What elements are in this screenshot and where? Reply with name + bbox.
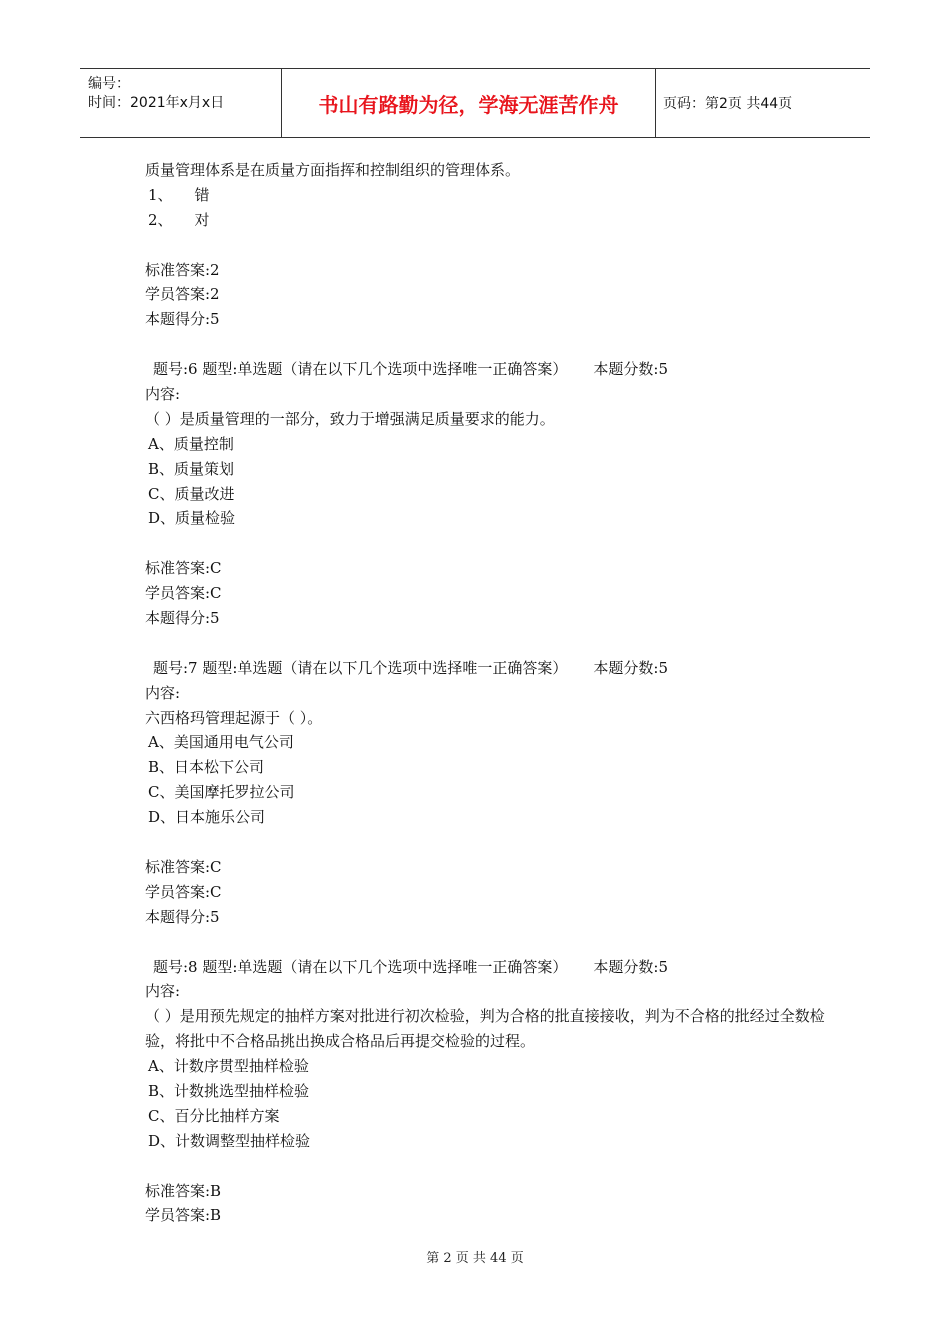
question-header	[145, 656, 825, 681]
header-motto: 书山有路勤为径，学海无涯苦作舟	[281, 69, 656, 137]
number-label: 编号：	[88, 76, 130, 92]
option-c: C、美国摩托罗拉公司	[148, 783, 295, 802]
question-6	[145, 357, 825, 656]
standard-answer: 标准答案:B	[145, 1181, 222, 1200]
option-text: 对	[194, 210, 210, 229]
option-b: B、质量策划	[148, 459, 235, 478]
option-number: 1、	[148, 185, 173, 204]
header-page-label: 页码：第2页 共44页	[663, 96, 793, 112]
option-number: 2、	[148, 210, 173, 229]
question-points: 本题分数:5	[593, 658, 669, 677]
question-type: 题号:8 题型:单选题（请在以下几个选项中选择唯一正确答案）	[153, 957, 568, 976]
option-1	[145, 183, 825, 208]
question-text: 六西格玛管理起源于（ ）。	[145, 708, 323, 727]
student-answer: 学员答案:2	[145, 285, 220, 304]
page-footer: 第 2 页 共 44 页	[426, 1251, 524, 1266]
option-d: D、质量检验	[148, 509, 236, 528]
question-score: 本题得分:5	[145, 907, 220, 926]
standard-answer: 标准答案:2	[145, 260, 220, 279]
option-a: A、质量控制	[148, 434, 234, 453]
question-7	[145, 656, 825, 955]
question-8	[145, 955, 825, 1229]
question-score: 本题得分:5	[145, 310, 220, 329]
content-label: 内容:	[145, 683, 181, 702]
question-type: 题号:6 题型:单选题（请在以下几个选项中选择唯一正确答案）	[153, 360, 568, 379]
option-c: C、百分比抽样方案	[148, 1106, 280, 1125]
question-header	[145, 955, 825, 980]
question-header	[145, 357, 825, 382]
option-d: D、计数调整型抽样检验	[148, 1131, 311, 1150]
question-score: 本题得分:5	[145, 609, 220, 628]
option-b: B、计数挑选型抽样检验	[148, 1081, 310, 1100]
option-c: C、质量改进	[148, 484, 235, 503]
option-2	[145, 208, 825, 233]
question-type: 题号:7 题型:单选题（请在以下几个选项中选择唯一正确答案）	[153, 658, 568, 677]
student-answer: 学员答案:C	[145, 882, 222, 901]
option-text: 错	[194, 185, 210, 204]
standard-answer: 标准答案:C	[145, 857, 222, 876]
question-text: （ ）是用预先规定的抽样方案对批进行初次检验，判为合格的批直接接收，判为不合格的批经过全数检验，将批中不合格品挑出换成合格品后再提交检验的过程。	[145, 1007, 825, 1051]
standard-answer: 标准答案:C	[145, 559, 222, 578]
content-label: 内容:	[145, 385, 181, 404]
question-text: （ ）是质量管理的一部分，致力于增强满足质量要求的能力。	[145, 409, 555, 428]
option-b: B、日本松下公司	[148, 758, 265, 777]
content-label: 内容:	[145, 982, 181, 1001]
question-points: 本题分数:5	[593, 957, 669, 976]
option-d: D、日本施乐公司	[148, 808, 266, 827]
time-label: 时间：2021年x月x日	[88, 95, 225, 111]
student-answer: 学员答案:C	[145, 584, 222, 603]
question-text: 质量管理体系是在质量方面指挥和控制组织的管理体系。	[145, 161, 521, 179]
option-a: A、计数序贯型抽样检验	[148, 1057, 309, 1076]
header-meta	[80, 69, 280, 137]
option-a: A、美国通用电气公司	[148, 733, 294, 752]
prev-question	[145, 158, 825, 357]
document-body	[145, 158, 825, 1228]
question-points: 本题分数:5	[593, 360, 669, 379]
student-answer: 学员答案:B	[145, 1206, 222, 1225]
page-header	[80, 68, 870, 138]
